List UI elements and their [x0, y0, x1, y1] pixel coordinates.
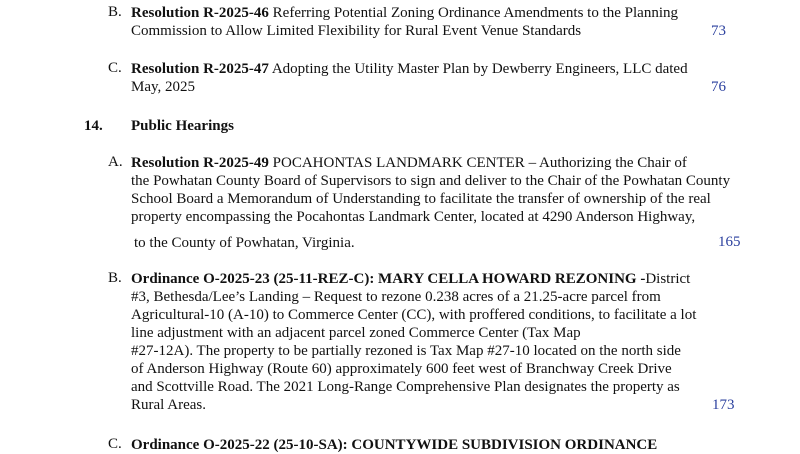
item-text-line: line adjustment with an adjacent parcel zoned Commerce Center (Tax Map — [131, 325, 581, 341]
item-text-line — [131, 436, 657, 454]
section-number: 14. — [84, 118, 103, 134]
item-text-line: property encompassing the Pocahontas Landmark Center, located at 4290 Anderson Highway, — [131, 209, 696, 225]
item-title: Resolution R-2025-46 — [131, 5, 269, 21]
item-text-line: the Powhatan County Board of Supervisors to sign and deliver to the Chair of the Powhatan County — [131, 173, 731, 189]
item-text-line: Rural Areas. — [131, 397, 206, 413]
item-text-line: of Anderson Highway (Route 60) approximately 600 feet west of Branchway Creek Drive — [131, 361, 672, 377]
item-text-line: May, 2025 — [131, 79, 196, 95]
item-letter: C. — [108, 436, 122, 452]
page-number[interactable]: 173 — [712, 397, 735, 413]
item-text-line: to the County of Powhatan, Virginia. — [134, 235, 355, 251]
item-title: Ordinance O-2025-23 (25-11-REZ-C): MARY CELLA HOWARD REZONING - — [131, 271, 646, 287]
item-text-line: Commission to Allow Limited Flexibility for Rural Event Venue Standards — [131, 23, 582, 39]
item-title: Resolution R-2025-47 — [131, 61, 269, 77]
item-text-line: Agricultural-10 (A-10) to Commerce Center (CC), with proffered conditions, to facilitate a lot — [131, 307, 697, 323]
item-letter: B. — [108, 4, 122, 20]
item-text-line: Resolution R-2025-47 Adopting the Utility Master Plan by Dewberry Engineers, LLC dated — [131, 61, 688, 77]
item-letter: A. — [108, 154, 123, 170]
item-text-line: Ordinance O-2025-23 (25-11-REZ-C): MARY CELLA HOWARD REZONING -District — [131, 271, 691, 287]
section-title: Public Hearings — [131, 118, 234, 134]
item-letter: B. — [108, 270, 122, 286]
item-letter: C. — [108, 60, 122, 76]
page-number[interactable]: 73 — [711, 23, 726, 39]
item-text-line: #27-12A). The property to be partially rezoned is Tax Map #27-10 located on the north side — [131, 343, 681, 359]
item-title: Ordinance O-2025-22 (25-10-SA): COUNTYWIDE SUBDIVISION ORDINANCE — [131, 437, 658, 453]
item-text-line: #3, Bethesda/Lee’s Landing – Request to rezone 0.238 acres of a 21.25-acre parcel from — [131, 289, 661, 305]
item-text-line: School Board a Memorandum of Understanding to facilitate the transfer of ownership of the real — [131, 191, 711, 207]
item-title: Resolution R-2025-49 — [131, 155, 269, 171]
page-number[interactable]: 76 — [711, 79, 726, 95]
item-text-line: Resolution R-2025-46 Referring Potential Zoning Ordinance Amendments to the Planning — [131, 5, 679, 21]
page-number[interactable]: 165 — [718, 234, 741, 250]
item-text-line: and Scottville Road. The 2021 Long-Range Comprehensive Plan designates the property as — [131, 379, 680, 395]
item-text-line: Resolution R-2025-49 POCAHONTAS LANDMARK CENTER – Authorizing the Chair of — [131, 155, 687, 171]
